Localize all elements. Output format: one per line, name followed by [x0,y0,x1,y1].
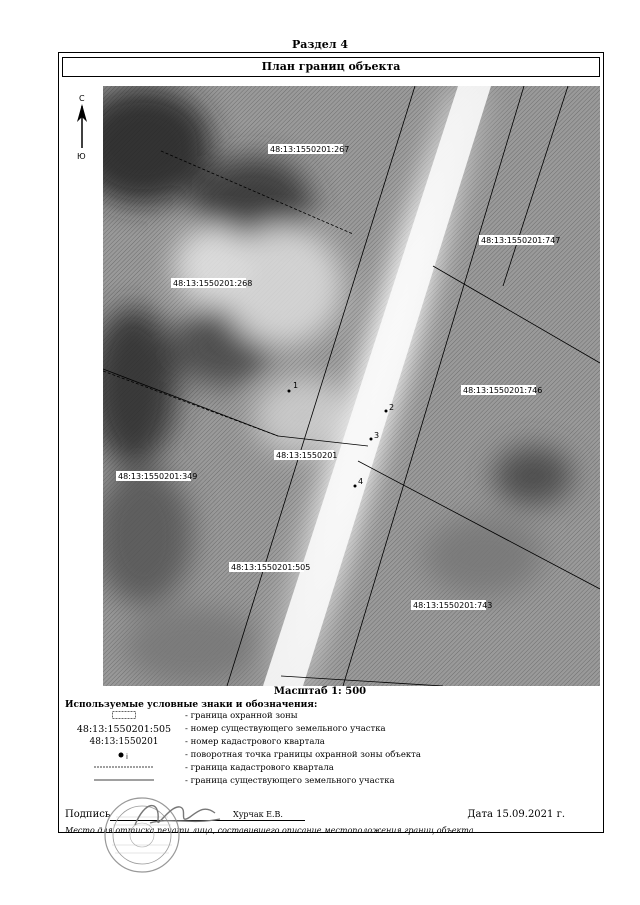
dotted-line-icon [65,763,183,774]
zone-hatch-icon [65,711,183,722]
point-number: 4 [358,477,364,486]
legend-description: - граница кадастрового квартала [185,763,334,773]
legend-description: - граница охранной зоны [185,711,298,721]
parcel-label: 48:13:1550201:747 [481,236,561,245]
point-number: 3 [374,431,380,440]
svg-text:i: i [126,753,128,761]
point-number: 2 [389,403,395,412]
signature-label: Подпись [65,809,111,820]
parcel-label: 48:13:1550201:743 [413,601,493,610]
parcel-label: 48:13:1550201:349 [118,472,198,481]
compass-south-label: Ю [77,152,86,161]
legend-symbol-quarter-number: 48:13:1550201 [89,737,159,747]
legend-description: - номер существующего земельного участка [185,724,386,734]
plan-title: План границ объекта [62,57,600,77]
document-date: Дата 15.09.2021 г. [467,809,565,820]
legend-item [65,763,595,776]
legend-item [65,776,595,789]
parcel-label: 48:13:1550201:505 [231,563,311,572]
compass-north-label: С [79,94,85,103]
section-title: Раздел 4 [292,38,348,51]
stamp-place-note: Место для оттиска печати лица, составившего описание местоположения границ объекта [65,826,474,835]
aerial-map [103,86,600,686]
legend-item [65,724,595,737]
cadastral-quarter-label: 48:13:1550201 [276,451,338,460]
signer-name: Хурчак Е.В. [233,810,283,819]
legend-item [65,737,595,750]
parcel-label: 48:13:1550201:746 [463,386,543,395]
legend-item [65,711,595,724]
solid-line-icon [65,776,183,787]
legend-symbol-parcel-number: 48:13:1550201:505 [76,724,172,735]
legend-description: - граница существующего земельного участка [185,776,395,786]
parcel-label: 48:13:1550201:268 [173,279,253,288]
legend-description: - номер кадастрового квартала [185,737,325,747]
north-arrow-icon [72,92,92,172]
point-number: 1 [293,381,299,390]
parcel-label: 48:13:1550201:267 [270,145,350,154]
legend-item [65,750,595,763]
map-scale: Масштаб 1: 500 [273,686,367,697]
legend-description: - поворотная точка границы охранной зоны объекта [185,750,421,760]
legend-title: Используемые условные знаки и обозначения: [65,700,318,710]
handwritten-signature [130,795,225,835]
